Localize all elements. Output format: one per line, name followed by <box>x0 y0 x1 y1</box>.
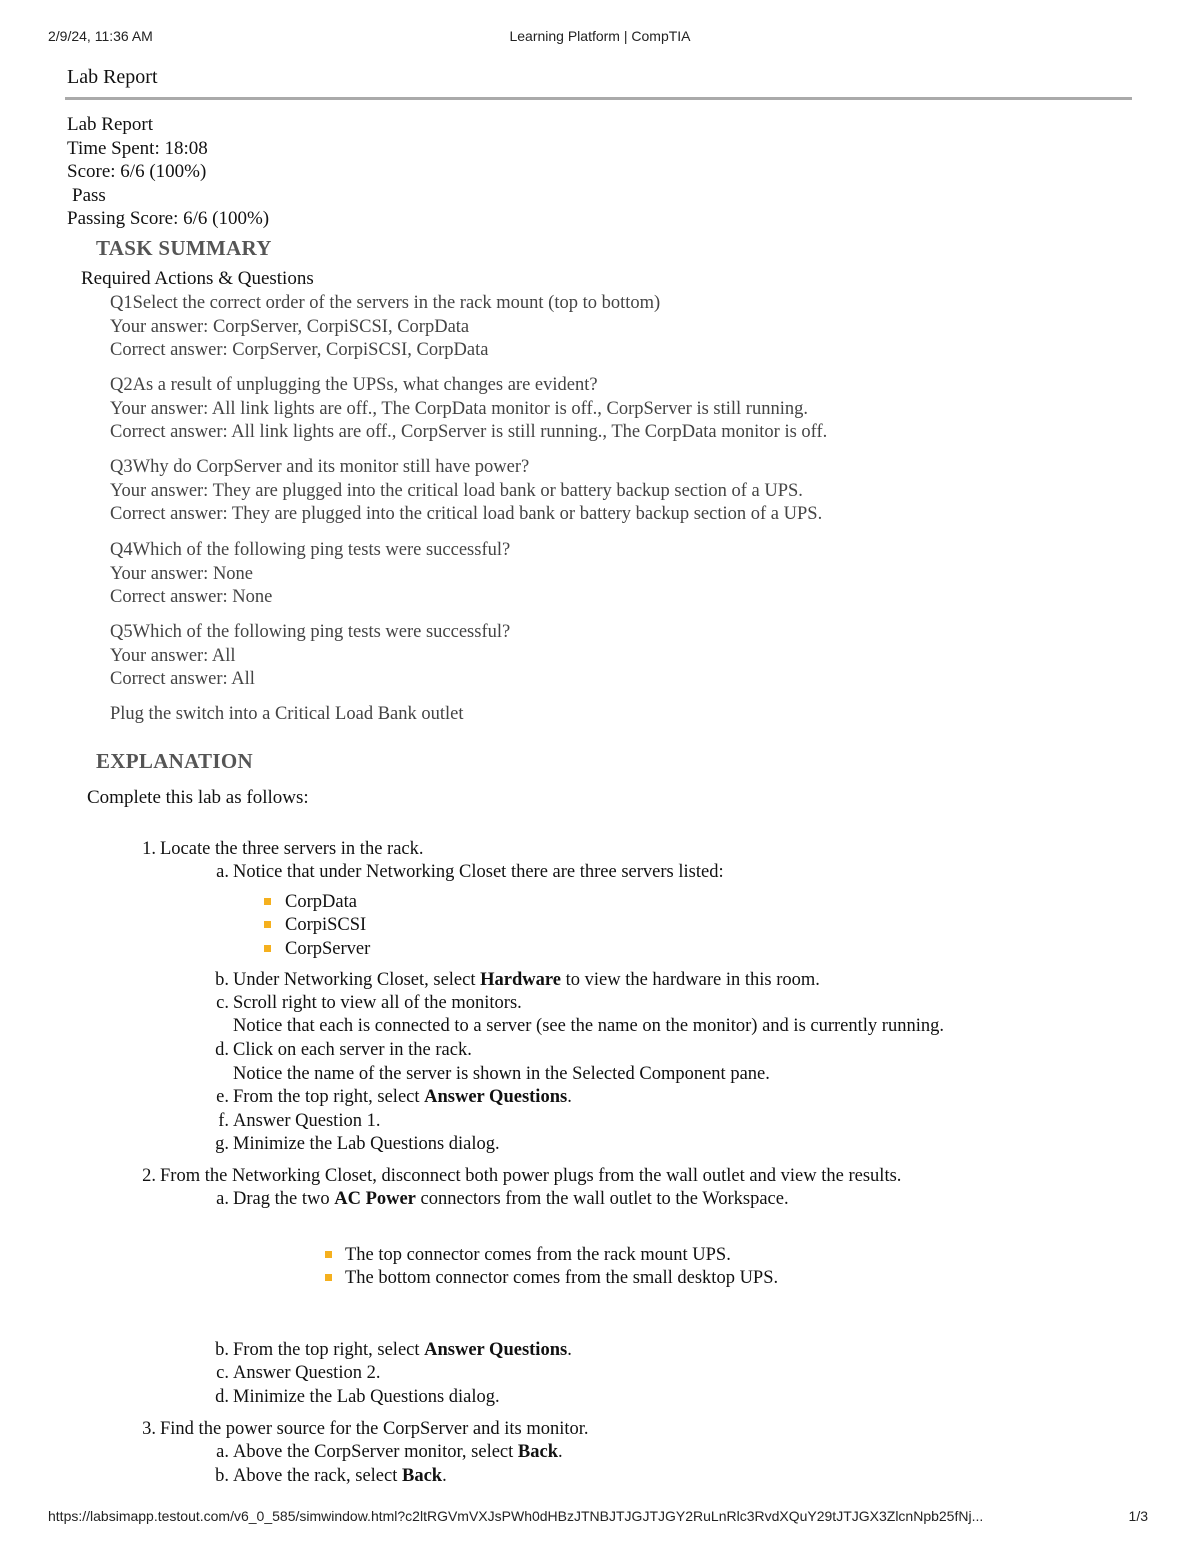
substep-letter: a. <box>216 1189 229 1209</box>
required-actions-title: Required Actions & Questions <box>81 268 314 289</box>
bullet-icon <box>264 945 271 952</box>
correct-answer: Correct answer: They are plugged into the critical load bank or battery backup section of a UPS. <box>110 504 823 524</box>
report-title: Lab Report <box>67 114 154 135</box>
question-text: Q4Which of the following ping tests were successful? <box>110 540 511 560</box>
substep-letter: f. <box>218 1111 229 1131</box>
substep-letter: d. <box>215 1040 229 1060</box>
substep-letter: a. <box>216 862 229 882</box>
substep-letter: c. <box>216 993 229 1013</box>
server-item: CorpiSCSI <box>285 915 367 935</box>
substep-letter: c. <box>216 1363 229 1383</box>
substep-text: Scroll right to view all of the monitors. <box>233 993 522 1013</box>
step-number: 3. <box>142 1419 156 1439</box>
step-text: Locate the three servers in the rack. <box>160 839 424 859</box>
substep-letter: d. <box>215 1387 229 1407</box>
ui-term: Back <box>517 1442 559 1462</box>
your-answer: Your answer: CorpServer, CorpiSCSI, CorpData <box>110 316 470 337</box>
substep-text: From the top right, select Answer Questions. <box>233 1340 572 1360</box>
correct-answer: Correct answer: CorpServer, CorpiSCSI, CorpData <box>110 340 489 360</box>
step-text: Find the power source for the CorpServer and its monitor. <box>160 1419 589 1439</box>
your-answer: Your answer: All <box>110 645 236 666</box>
your-answer: Your answer: They are plugged into the critical load bank or battery backup section of a UPS. <box>110 480 803 501</box>
question-block <box>110 621 510 692</box>
substep-text: Notice that under Networking Closet there are three servers listed: <box>233 862 724 882</box>
substep-letter: b. <box>215 1466 229 1486</box>
step-text: From the Networking Closet, disconnect both power plugs from the wall outlet and view the results. <box>160 1166 902 1186</box>
bullet-icon <box>325 1251 332 1258</box>
question-block <box>110 539 510 610</box>
step-number: 2. <box>142 1166 156 1186</box>
ui-term: Answer Questions <box>424 1087 568 1107</box>
explanation-title: EXPLANATION <box>96 749 253 773</box>
task-summary-title: TASK SUMMARY <box>96 236 272 260</box>
ui-term: Answer Questions <box>424 1340 568 1360</box>
print-url: https://labsimapp.testout.com/v6_0_585/simwindow.html?c2ltRGVmVXJsPWh0dHBzJTNBJTJGJTJGY2RuLnRlc3RvdXQuY29tJTJGX3ZlcnNpb25fNj... <box>48 1508 984 1524</box>
substep-note: Notice that each is connected to a server (see the name on the monitor) and is currently running. <box>233 1016 944 1036</box>
report-meta <box>67 113 269 231</box>
question-text: Q2As a result of unplugging the UPSs, what changes are evident? <box>110 375 598 395</box>
heading-divider <box>65 97 1132 100</box>
time-spent: Time Spent: 18:08 <box>67 137 208 159</box>
explanation-intro: Complete this lab as follows: <box>87 787 309 808</box>
bullet-icon <box>264 921 271 928</box>
substep-text: Answer Question 1. <box>233 1111 381 1131</box>
question-text: Q1Select the correct order of the servers in the rack mount (top to bottom) <box>110 293 661 313</box>
question-text: Q5Which of the following ping tests were successful? <box>110 622 511 642</box>
correct-answer: Correct answer: None <box>110 587 273 607</box>
print-page-title: Learning Platform | CompTIA <box>509 28 691 44</box>
substep-text: Drag the two AC Power connectors from the wall outlet to the Workspace. <box>233 1189 789 1209</box>
question-block <box>110 292 660 363</box>
substep-text: From the top right, select Answer Questions. <box>233 1087 572 1107</box>
step-number: 1. <box>142 839 156 859</box>
passing-score: Passing Score: 6/6 (100%) <box>67 208 270 229</box>
substep-text: Answer Question 2. <box>233 1363 381 1383</box>
score: Score: 6/6 (100%) <box>67 161 207 182</box>
substep-text: Above the CorpServer monitor, select Back. <box>233 1442 563 1462</box>
question-block <box>110 374 827 445</box>
bullet-icon <box>264 898 271 905</box>
correct-answer: Correct answer: All <box>110 669 255 689</box>
substep-text: Minimize the Lab Questions dialog. <box>233 1387 500 1407</box>
substep-text: Minimize the Lab Questions dialog. <box>233 1134 500 1154</box>
substep-letter: e. <box>216 1087 229 1107</box>
connector-item: The top connector comes from the rack mount UPS. <box>345 1245 731 1265</box>
print-datetime: 2/9/24, 11:36 AM <box>48 28 153 44</box>
correct-answer: Correct answer: All link lights are off., CorpServer is still running., The CorpData monitor is off. <box>110 422 828 442</box>
substep-text: Under Networking Closet, select Hardware to view the hardware in this room. <box>233 970 820 990</box>
substep-letter: a. <box>216 1442 229 1462</box>
substep-letter: g. <box>215 1134 229 1154</box>
ui-term: AC Power <box>334 1189 416 1209</box>
question-block <box>110 456 822 527</box>
substep-note: Notice the name of the server is shown in the Selected Component pane. <box>233 1064 770 1084</box>
substep-text: Click on each server in the rack. <box>233 1040 472 1060</box>
question-text: Q3Why do CorpServer and its monitor still have power? <box>110 457 530 477</box>
server-item: CorpServer <box>285 939 371 959</box>
result-status: Pass <box>72 184 106 206</box>
connector-item: The bottom connector comes from the small desktop UPS. <box>345 1268 779 1288</box>
required-action: Plug the switch into a Critical Load Bank outlet <box>110 704 464 724</box>
server-item: CorpData <box>285 892 357 912</box>
substep-letter: b. <box>215 1340 229 1360</box>
your-answer: Your answer: All link lights are off., The CorpData monitor is off., CorpServer is still running. <box>110 398 808 419</box>
substep-letter: b. <box>215 970 229 990</box>
ui-term: Hardware <box>480 970 561 990</box>
bullet-icon <box>325 1274 332 1281</box>
page-heading: Lab Report <box>67 66 158 88</box>
print-page-number: 1/3 <box>1128 1508 1148 1524</box>
your-answer: Your answer: None <box>110 563 254 584</box>
ui-term: Back <box>402 1466 443 1486</box>
substep-text: Above the rack, select Back. <box>233 1466 447 1486</box>
